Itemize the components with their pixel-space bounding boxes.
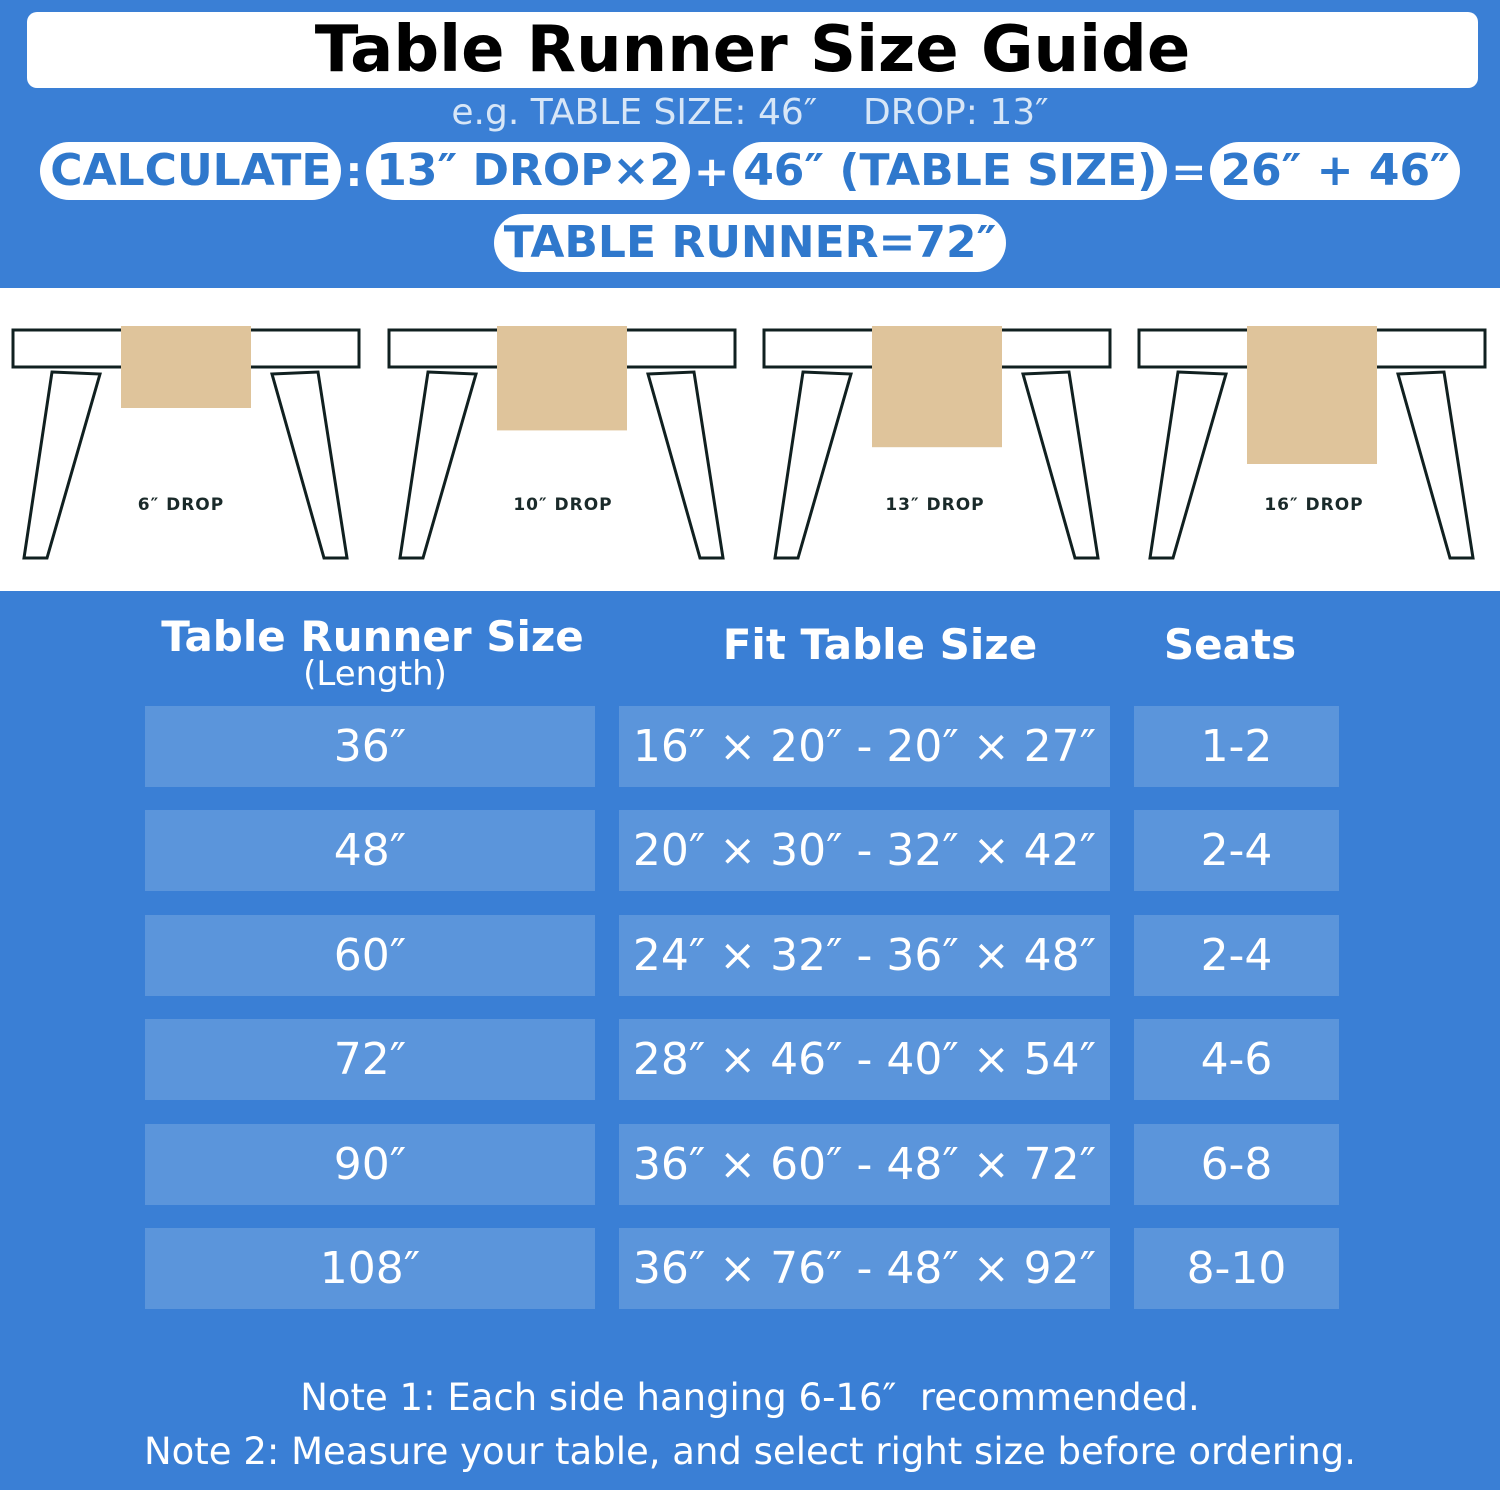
page-title: Table Runner Size Guide <box>314 13 1191 87</box>
fit-table-size-cell: 36″ × 60″ - 48″ × 72″ <box>619 1124 1110 1205</box>
seats-cell: 4-6 <box>1134 1019 1339 1100</box>
note-2: Note 2: Measure your table, and select right size before ordering. <box>143 1430 1357 1473</box>
fit-table-size-cell: 24″ × 32″ - 36″ × 48″ <box>619 915 1110 996</box>
header-runner-size-sub: (Length) <box>303 654 447 694</box>
table-leg-left <box>400 372 476 558</box>
example-text: e.g. TABLE SIZE: 46″ DROP: 13″ <box>451 92 1049 133</box>
seats-cell: 8-10 <box>1134 1228 1339 1309</box>
fit-table-size-cell: 28″ × 46″ - 40″ × 54″ <box>619 1019 1110 1100</box>
table-leg-right <box>272 372 347 558</box>
title-banner <box>27 12 1478 88</box>
table-illustration-4 <box>1139 326 1485 558</box>
table-runner <box>1247 326 1377 464</box>
drop-label-4: 16″ DROP <box>1264 495 1364 515</box>
calculation-row <box>0 141 1500 201</box>
colon-separator: : <box>345 146 363 196</box>
table-leg-left <box>24 372 100 558</box>
table-runner <box>872 326 1002 447</box>
drop-label-2: 10″ DROP <box>513 495 613 515</box>
sum-term-pill: 26″ + 46″ <box>1210 142 1459 200</box>
seats-cell: 2-4 <box>1134 915 1339 996</box>
fit-table-size-cell: 36″ × 76″ - 48″ × 92″ <box>619 1228 1110 1309</box>
fit-table-size-cell: 16″ × 20″ - 20″ × 27″ <box>619 706 1110 787</box>
fit-table-size-cell: 20″ × 30″ - 32″ × 42″ <box>619 810 1110 891</box>
header-fit-table-size: Fit Table Size <box>722 620 1038 669</box>
table-leg-right <box>648 372 723 558</box>
seats-cell: 2-4 <box>1134 810 1339 891</box>
runner-size-cell: 48″ <box>145 810 595 891</box>
calculate-pill: CALCULATE <box>40 142 341 200</box>
runner-size-cell: 60″ <box>145 915 595 996</box>
table-illustration-1 <box>13 326 359 558</box>
runner-size-cell: 90″ <box>145 1124 595 1205</box>
table-leg-right <box>1023 372 1098 558</box>
plus-operator: + <box>693 146 730 196</box>
runner-size-cell: 108″ <box>145 1228 595 1309</box>
header-runner-size: Table Runner Size <box>161 612 584 661</box>
table-illustration-2 <box>389 326 735 558</box>
result-row <box>0 214 1500 272</box>
seats-cell: 1-2 <box>1134 706 1339 787</box>
table-runner <box>121 326 251 408</box>
table-size-term-pill: 46″ (TABLE SIZE) <box>733 142 1167 200</box>
table-illustration-3 <box>764 326 1110 558</box>
runner-size-cell: 36″ <box>145 706 595 787</box>
seats-cell: 6-8 <box>1134 1124 1339 1205</box>
table-leg-left <box>1150 372 1226 558</box>
note-1: Note 1: Each side hanging 6-16″ recommended. <box>300 1376 1200 1419</box>
table-leg-right <box>1398 372 1473 558</box>
drop-term-pill: 13″ DROP×2 <box>366 142 690 200</box>
result-pill: TABLE RUNNER=72″ <box>494 214 1007 272</box>
drop-illustrations <box>0 288 1500 591</box>
drop-label-3: 13″ DROP <box>885 495 985 515</box>
header-seats: Seats <box>1163 620 1297 669</box>
table-runner <box>497 326 627 430</box>
runner-size-cell: 72″ <box>145 1019 595 1100</box>
equals-operator: = <box>1171 146 1207 196</box>
table-leg-left <box>775 372 851 558</box>
drop-label-1: 6″ DROP <box>137 495 225 515</box>
tables-drawing <box>0 288 1500 591</box>
